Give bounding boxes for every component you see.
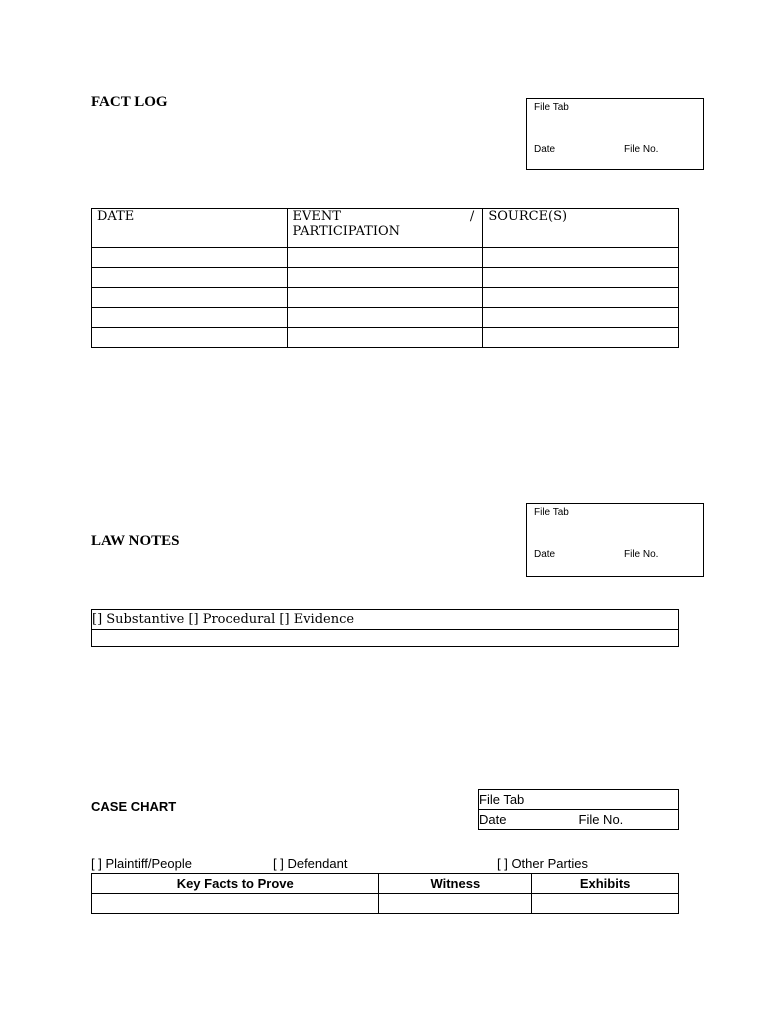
table-row xyxy=(92,894,679,914)
col-header-event-slash: / xyxy=(469,209,475,224)
law-notes-table xyxy=(91,609,679,647)
table-cell[interactable] xyxy=(379,894,532,914)
law-notes-category-row xyxy=(92,610,679,630)
file-tab-label: File Tab xyxy=(534,102,569,113)
table-cell[interactable] xyxy=(287,308,483,328)
table-cell[interactable] xyxy=(92,328,288,348)
case-chart-file-box xyxy=(478,789,679,830)
file-tab-label: File Tab xyxy=(534,507,569,518)
table-cell[interactable] xyxy=(483,328,679,348)
table-row xyxy=(92,630,679,647)
table-cell[interactable] xyxy=(287,328,483,348)
file-date-label: Date xyxy=(479,812,507,827)
file-number-label: File No. xyxy=(578,812,624,827)
fact-log-file-box xyxy=(526,98,704,170)
col-header-event-line2: PARTICIPATION xyxy=(292,224,401,239)
table-cell[interactable] xyxy=(483,288,679,308)
fact-log-table xyxy=(91,208,679,348)
law-notes-title: LAW NOTES xyxy=(91,533,180,549)
file-number-label: File No. xyxy=(624,549,659,560)
case-chart-table xyxy=(91,873,679,914)
case-chart-title: CASE CHART xyxy=(91,799,177,814)
table-cell[interactable] xyxy=(287,248,483,268)
col-header-key-facts: Key Facts to Prove xyxy=(92,874,379,894)
table-cell[interactable] xyxy=(92,248,288,268)
col-header-event-line1: EVENT xyxy=(292,209,341,224)
file-date-number-cell xyxy=(479,810,679,830)
col-header-exhibits: Exhibits xyxy=(532,874,679,894)
col-header-date: DATE xyxy=(92,209,288,248)
table-cell[interactable] xyxy=(92,268,288,288)
table-cell[interactable] xyxy=(92,630,679,647)
table-row xyxy=(92,308,679,328)
col-header-witness: Witness xyxy=(379,874,532,894)
table-row xyxy=(92,248,679,268)
file-date-label: Date xyxy=(534,144,556,155)
col-header-source: SOURCE(S) xyxy=(483,209,679,248)
table-cell[interactable] xyxy=(92,308,288,328)
plaintiff-checkbox-label[interactable]: [ ] Plaintiff/People xyxy=(91,856,192,871)
case-chart-header-row xyxy=(92,874,679,894)
file-tab-label: File Tab xyxy=(479,790,679,810)
table-row xyxy=(92,288,679,308)
table-cell[interactable] xyxy=(287,268,483,288)
file-tab-row xyxy=(479,790,679,810)
table-cell[interactable] xyxy=(92,288,288,308)
file-number-label: File No. xyxy=(624,144,659,155)
defendant-checkbox-label[interactable]: [ ] Defendant xyxy=(273,856,348,871)
file-date-label: Date xyxy=(534,549,556,560)
law-notes-category: [] Substantive [] Procedural [] Evidence xyxy=(92,610,679,630)
fact-log-title: FACT LOG xyxy=(91,94,168,110)
fact-log-header-row xyxy=(92,209,679,248)
table-cell[interactable] xyxy=(483,248,679,268)
table-cell[interactable] xyxy=(92,894,379,914)
other-parties-checkbox-label[interactable]: [ ] Other Parties xyxy=(497,856,589,871)
table-cell[interactable] xyxy=(287,288,483,308)
table-row xyxy=(92,328,679,348)
col-header-event xyxy=(287,209,483,248)
table-cell[interactable] xyxy=(532,894,679,914)
table-cell[interactable] xyxy=(483,268,679,288)
table-cell[interactable] xyxy=(483,308,679,328)
law-notes-file-box xyxy=(526,503,704,577)
file-date-row xyxy=(479,810,679,830)
table-row xyxy=(92,268,679,288)
